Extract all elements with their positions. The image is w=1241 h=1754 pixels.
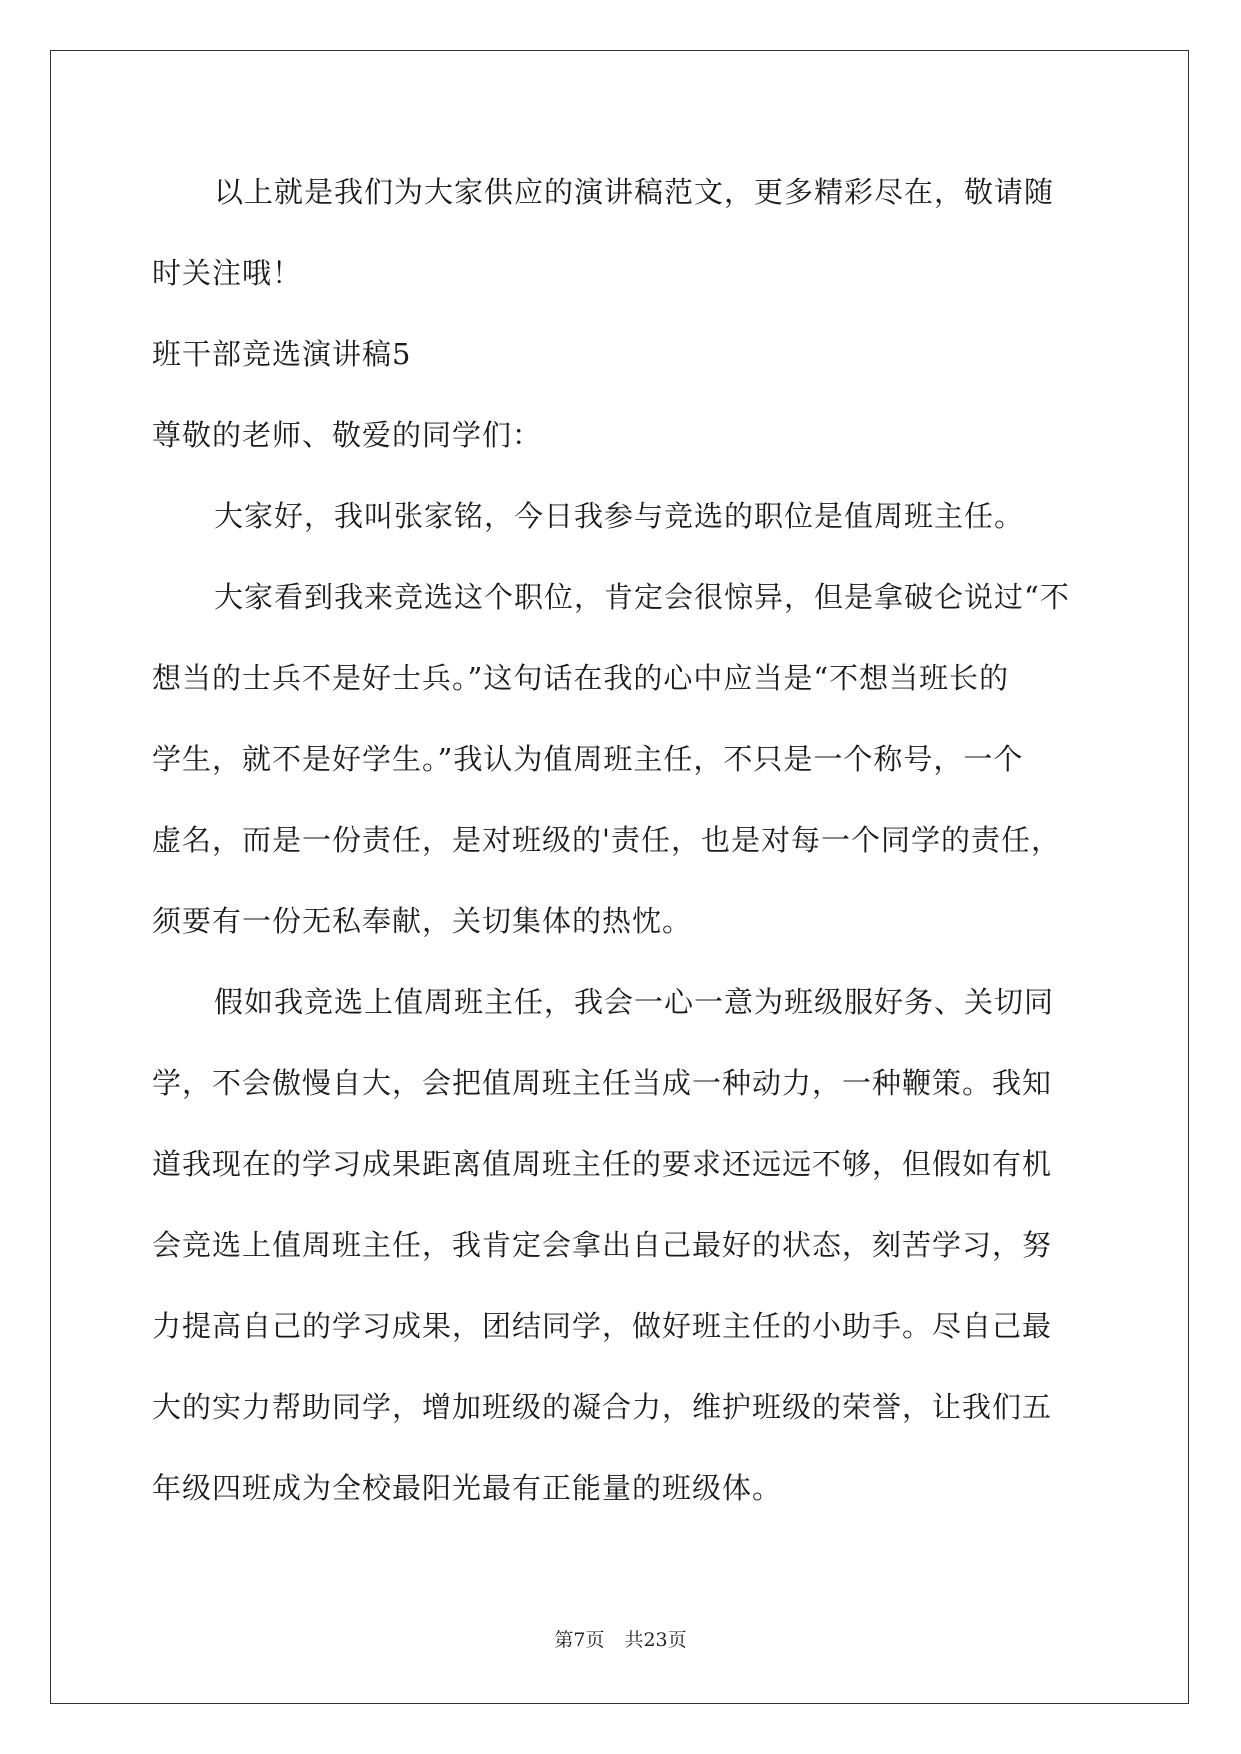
paragraph-line-10: 须要有一份无私奉献，关切集体的热忱。	[152, 904, 693, 938]
paragraph-line-17: 年级四班成为全校最阳光最有正能量的班级体。	[152, 1471, 783, 1505]
paragraph-line-8: 学生，就不是好学生。”我认为值周班主任，不只是一个称号，一个	[152, 742, 1024, 776]
paragraph-line-12: 学，不会傲慢自大，会把值周班主任当成一种动力，一种鞭策。我知	[152, 1066, 1053, 1100]
paragraph-line-14: 会竞选上值周班主任，我肯定会拿出自己最好的状态，刻苦学习，努	[152, 1228, 1053, 1262]
page-border	[50, 50, 1189, 1704]
paragraph-line-5: 大家好，我叫张家铭，今日我参与竞选的职位是值周班主任。	[214, 499, 1025, 533]
page-footer	[0, 1628, 1241, 1652]
salutation: 尊敬的老师、敬爱的同学们：	[152, 418, 543, 452]
page-number: 第7页	[554, 1629, 605, 1651]
paragraph-line-7: 想当的士兵不是好士兵。”这句话在我的心中应当是“不想当班长的	[152, 661, 1010, 695]
paragraph-line-16: 大的实力帮助同学，增加班级的凝合力，维护班级的荣誉，让我们五	[152, 1390, 1053, 1424]
section-heading: 班干部竞选演讲稿5	[152, 337, 412, 371]
paragraph-line-11: 假如我竞选上值周班主任，我会一心一意为班级服好务、关切同	[214, 985, 1055, 1019]
page-total: 共23页	[624, 1629, 687, 1651]
paragraph-line-6: 大家看到我来竞选这个职位，肯定会很惊异，但是拿破仑说过“不	[214, 580, 1070, 614]
paragraph-line-13: 道我现在的学习成果距离值周班主任的要求还远远不够，但假如有机	[152, 1147, 1053, 1181]
paragraph-line-15: 力提高自己的学习成果，团结同学，做好班主任的小助手。尽自己最	[152, 1309, 1053, 1343]
paragraph-line-1: 以上就是我们为大家供应的演讲稿范文，更多精彩尽在，敬请随	[214, 175, 1055, 209]
paragraph-line-2: 时关注哦！	[152, 256, 303, 290]
paragraph-line-9: 虚名，而是一份责任，是对班级的'责任，也是对每一个同学的责任，	[152, 823, 1061, 857]
